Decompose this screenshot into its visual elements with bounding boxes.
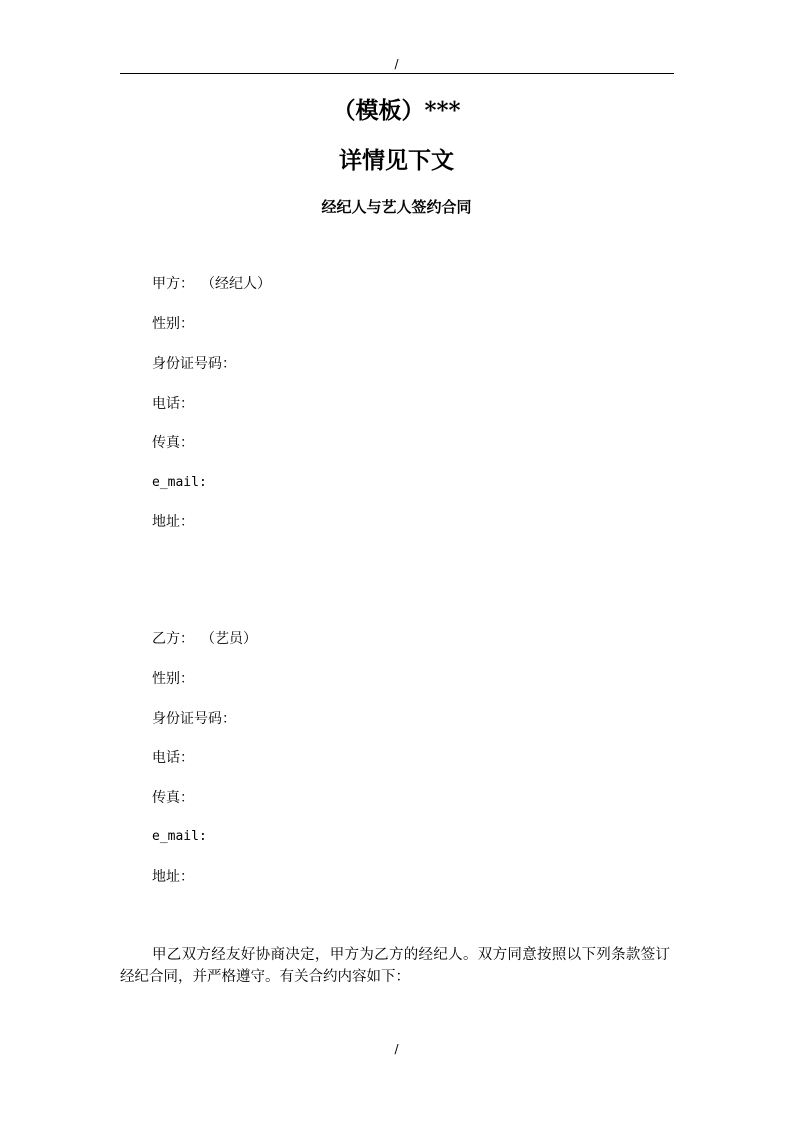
party-b-label: 乙方： [152, 631, 194, 647]
party-b-fax-field: 传真： [152, 790, 194, 806]
page-header-mark: / [394, 57, 399, 71]
page-footer-mark: / [394, 1042, 399, 1056]
party-b-id-number-field: 身份证号码： [152, 711, 236, 727]
party-b-phone-field: 电话： [152, 750, 194, 766]
party-a-role-note: （经纪人） [208, 276, 271, 292]
header-divider [120, 73, 674, 74]
party-b-role-note: （艺员） [208, 631, 257, 647]
party-a-gender-field: 性别： [152, 316, 194, 332]
party-b-line [152, 629, 257, 649]
party-b-email-field: e_mail: [152, 829, 207, 844]
party-a-phone-field: 电话： [152, 396, 194, 412]
party-b-address-field: 地址： [152, 869, 194, 885]
party-a-address-field: 地址： [152, 514, 194, 530]
document-subtitle: 详情见下文 [339, 147, 454, 174]
party-b-gender-field: 性别： [152, 671, 194, 687]
party-a-fax-field: 传真： [152, 435, 194, 451]
party-a-label: 甲方： [152, 276, 194, 292]
party-a-email-field: e_mail: [152, 475, 207, 490]
contract-title: 经纪人与艺人签约合同 [321, 198, 472, 216]
intro-paragraph: 甲乙双方经友好协商决定，甲方为乙方的经纪人。双方同意按照以下列条款签订经纪合同，并严格遵守。有关合约内容如下： [120, 947, 670, 985]
party-a-line [152, 274, 271, 294]
document-title: （模板）*** [332, 97, 461, 124]
party-a-id-number-field: 身份证号码： [152, 356, 236, 372]
